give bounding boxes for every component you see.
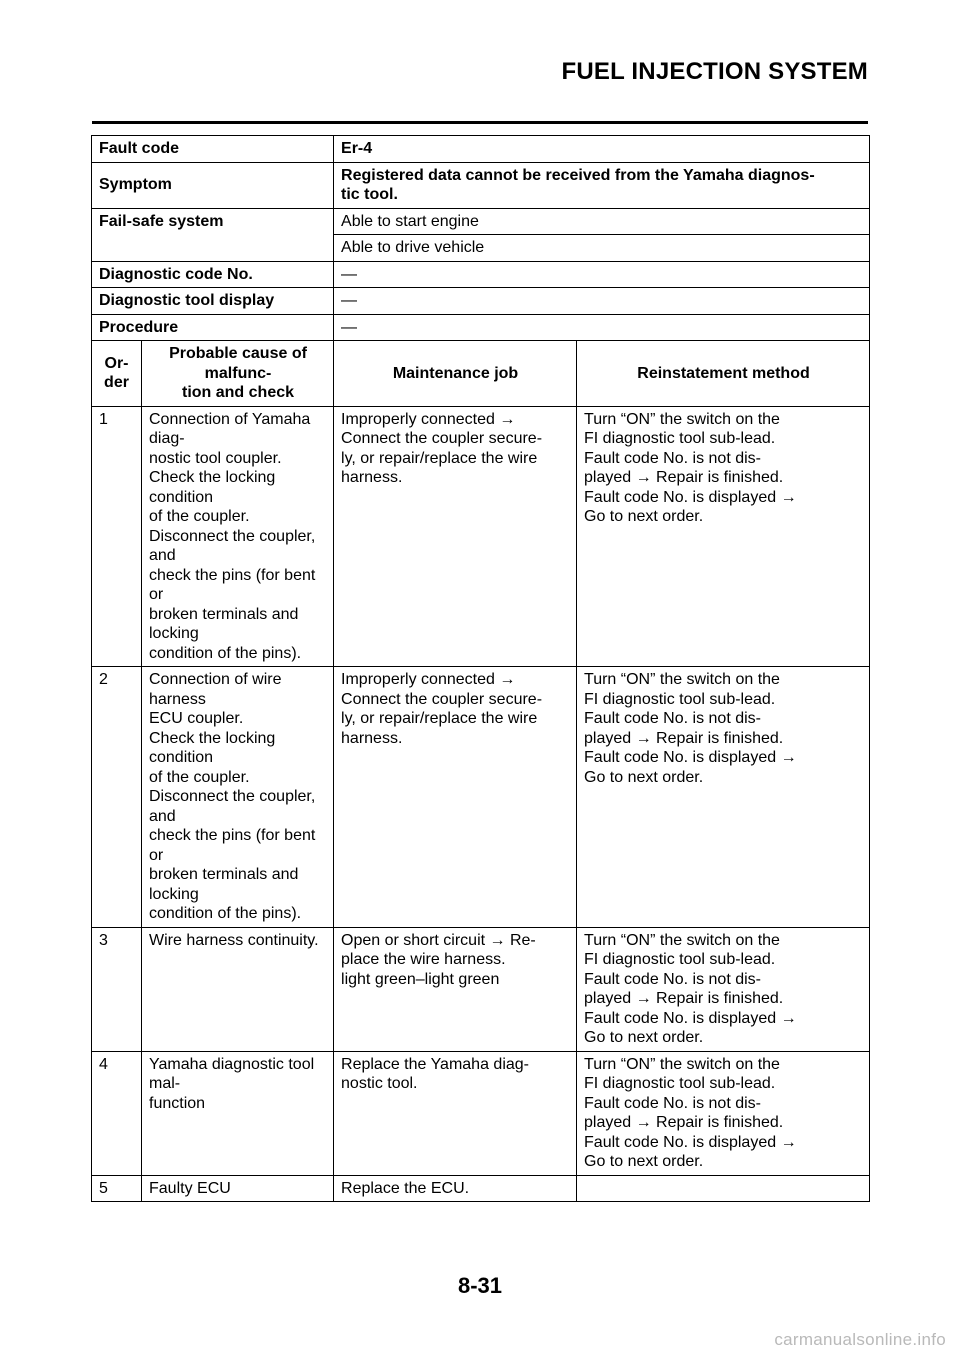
diagnostic-display-value: — xyxy=(334,288,870,315)
watermark-text: carmanualsonline.info xyxy=(774,1330,946,1349)
step-cause: Connection of Yamaha diag- nostic tool coupler. Check the locking condition of the coupler. Disconnect the coupler, and check the pins (for bent or broken terminals and locking condition of the pins). xyxy=(142,406,334,667)
step-order: 2 xyxy=(92,667,142,928)
step-job: Replace the Yamaha diag- nostic tool. xyxy=(334,1051,577,1175)
step-job: Improperly connected → Connect the coupler secure- ly, or repair/replace the wire harness. xyxy=(334,406,577,667)
procedure-step-row xyxy=(92,1175,870,1202)
fault-code-label: Fault code xyxy=(92,136,334,163)
step-reinstatement: Turn “ON” the switch on the FI diagnostic tool sub-lead. Fault code No. is not dis- played → Repair is finished. Fault code No. is displayed → Go to next order. xyxy=(577,927,870,1051)
procedure-step-row xyxy=(92,927,870,1051)
step-reinstatement: Turn “ON” the switch on the FI diagnostic tool sub-lead. Fault code No. is not dis- played → Repair is finished. Fault code No. is displayed → Go to next order. xyxy=(577,406,870,667)
header-rule xyxy=(92,121,868,124)
diagnostic-code-label: Diagnostic code No. xyxy=(92,261,334,288)
failsafe-row-1 xyxy=(92,208,870,235)
col-header-reinstatement: Reinstatement method xyxy=(577,341,870,407)
step-reinstatement: Turn “ON” the switch on the FI diagnostic tool sub-lead. Fault code No. is not dis- played → Repair is finished. Fault code No. is displayed → Go to next order. xyxy=(577,667,870,928)
step-cause: Faulty ECU xyxy=(142,1175,334,1202)
procedure-label: Procedure xyxy=(92,314,334,341)
diagnostic-display-row xyxy=(92,288,870,315)
page-header-title: FUEL INJECTION SYSTEM xyxy=(561,58,868,85)
fault-code-value: Er-4 xyxy=(334,136,870,163)
symptom-label: Symptom xyxy=(92,162,334,208)
procedure-step-row xyxy=(92,1051,870,1175)
step-order: 5 xyxy=(92,1175,142,1202)
failsafe-value-drive: Able to drive vehicle xyxy=(334,235,870,262)
procedure-header-row xyxy=(92,341,870,407)
diagnostic-display-label: Diagnostic tool display xyxy=(92,288,334,315)
step-order: 3 xyxy=(92,927,142,1051)
procedure-step-row xyxy=(92,406,870,667)
col-header-order: Or- der xyxy=(92,341,142,407)
step-cause: Yamaha diagnostic tool mal- function xyxy=(142,1051,334,1175)
symptom-value: Registered data cannot be received from the Yamaha diagnos- tic tool. xyxy=(334,162,870,208)
failsafe-value-start: Able to start engine xyxy=(334,208,870,235)
step-job: Open or short circuit → Re- place the wire harness. light green–light green xyxy=(334,927,577,1051)
failsafe-label: Fail-safe system xyxy=(92,208,334,261)
procedure-row xyxy=(92,314,870,341)
col-header-job: Maintenance job xyxy=(334,341,577,407)
diagnostic-code-row xyxy=(92,261,870,288)
page-number: 8-31 xyxy=(457,1273,503,1298)
step-cause: Wire harness continuity. xyxy=(142,927,334,1051)
step-reinstatement: Turn “ON” the switch on the FI diagnostic tool sub-lead. Fault code No. is not dis- played → Repair is finished. Fault code No. is displayed → Go to next order. xyxy=(577,1051,870,1175)
diagnostic-code-value: — xyxy=(334,261,870,288)
step-order: 4 xyxy=(92,1051,142,1175)
col-header-cause: Probable cause of malfunc- tion and check xyxy=(142,341,334,407)
fault-code-row xyxy=(92,136,870,163)
step-cause: Connection of wire harness ECU coupler. Check the locking condition of the coupler. Disconnect the coupler, and check the pins (for bent or broken terminals and locking condition of the pins). xyxy=(142,667,334,928)
step-job: Replace the ECU. xyxy=(334,1175,577,1202)
procedure-value: — xyxy=(334,314,870,341)
procedure-step-row xyxy=(92,667,870,928)
step-order: 1 xyxy=(92,406,142,667)
symptom-row xyxy=(92,162,870,208)
step-job: Improperly connected → Connect the coupler secure- ly, or repair/replace the wire harness. xyxy=(334,667,577,928)
step-reinstatement xyxy=(577,1175,870,1202)
fault-code-table xyxy=(91,135,870,1202)
